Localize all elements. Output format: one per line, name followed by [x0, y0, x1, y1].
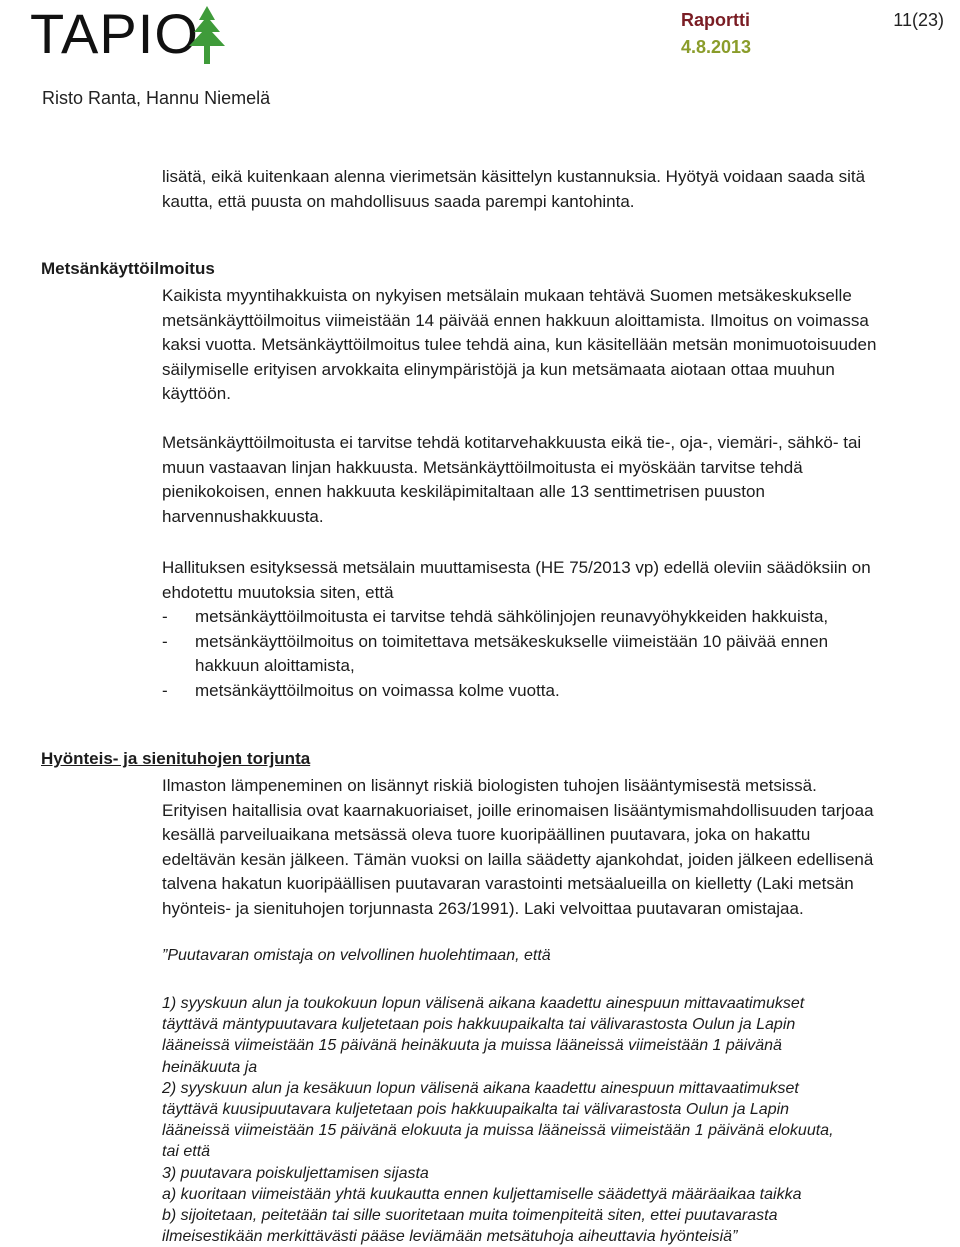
- list-item-text: hakkuun aloittamista,: [195, 656, 355, 675]
- text-line: kaksi vuotta. Metsänkäyttöilmoitus tulee tehdä aina, kun käsitellään metsän monimuotoisuuden: [162, 335, 877, 354]
- list-item-text: metsänkäyttöilmoitus on toimitettava metsäkeskukselle viimeistään 10 päivää ennen: [195, 631, 829, 651]
- list-item: [162, 630, 954, 655]
- section1-paragraph-1: [162, 284, 954, 407]
- text-line: säilymiselle erityisen arvokkaita elinympäristöjä ja kun metsämaata aiotaan ottaa muuhun: [162, 359, 835, 379]
- list-item-text: metsänkäyttöilmoitus on voimassa kolme vuotta.: [195, 680, 560, 700]
- quote-line: 3) puutavara poiskuljettamisen sijasta: [162, 1164, 429, 1182]
- quote-line: b) sijoitetaan, peitetään tai sille suoritetaan muita toimenpiteitä siten, ettei puutavarasta: [162, 1207, 778, 1225]
- quote-line: a) kuoritaan viimeistään yhtä kuukautta ennen kuljettamiselle säädettyä määräaikaa taikka: [162, 1185, 802, 1203]
- quote-line: lääneissä viimeistään 15 päivänä heinäkuuta ja muissa lääneissä viimeistään 1 päivänä: [162, 1037, 782, 1055]
- text-line: edeltävän kesän jälkeen. Tämän vuoksi on lailla säädetty ajankohdat, joiden jälkeen edellisenä: [162, 849, 874, 869]
- list-item-continuation: [162, 654, 954, 679]
- text-line: Metsänkäyttöilmoitusta ei tarvitse tehdä kotitarvehakkuusta eikä tie-, oja-, viemäri-, sähkö- tai: [162, 433, 862, 452]
- section1-paragraph-2: [162, 431, 954, 529]
- section2-paragraph-1: [162, 774, 954, 921]
- quote-intro: ”Puutavaran omistaja on velvollinen huolehtimaan, että: [162, 947, 551, 964]
- text-line: Kaikista myyntihakkuista on nykyisen metsälain mukaan tehtävä Suomen metsäkeskukselle: [162, 286, 852, 305]
- quote-line: tai että: [162, 1143, 211, 1161]
- section1-paragraph-3: [162, 556, 954, 703]
- text-line: harvennushakkuusta.: [162, 506, 324, 526]
- quote-line: 1) syyskuun alun ja toukokuun lopun välisenä aikana kaadettu ainespuun mittavaatimukset: [162, 995, 805, 1012]
- text-line: ehdotettu muutoksia siten, että: [162, 582, 394, 602]
- spruce-tree-icon: [184, 6, 230, 64]
- text-line: Ilmaston lämpeneminen on lisännyt riskiä biologisten tuhojen lisääntymisestä metsissä.: [162, 776, 817, 795]
- text-line: kesällä parveiluaikana metsässä oleva tuore kuoripäällinen puutavara, joka on hakattu: [162, 825, 811, 844]
- page-number: 11(23): [893, 10, 944, 30]
- quote-line: täyttävä kuusipuutavara kuljetetaan pois hakkuupaikalta tai välivarastosta Oulun ja Lapin: [162, 1101, 790, 1119]
- quoted-law-text: [162, 993, 922, 1247]
- report-label: Raportti: [681, 10, 750, 30]
- authors: Risto Ranta, Hannu Niemelä: [42, 88, 271, 108]
- list-dash: -: [162, 607, 168, 626]
- list-dash: -: [162, 680, 168, 700]
- text-line: Hallituksen esityksessä metsälain muuttamisesta (HE 75/2013 vp) edellä oleviin säädöksiin on: [162, 558, 871, 577]
- report-date: 4.8.2013: [681, 37, 752, 57]
- quote-line: täyttävä mäntypuutavara kuljetetaan pois hakkuupaikalta tai välivarastosta Oulun ja Lapin: [162, 1016, 796, 1034]
- text-line: Erityisen haitallisia ovat kaarnakuoriaiset, joille erinomaisen lisääntymismahdollisuuden tarjoaa: [162, 800, 874, 820]
- section-heading-metsankayttoilmoitus: Metsänkäyttöilmoitus: [41, 259, 215, 278]
- intro-paragraph: [162, 165, 954, 214]
- text-line: lisätä, eikä kuitenkaan alenna vierimetsän käsittelyn kustannuksia. Hyötyä voidaan saada sitä: [162, 167, 866, 186]
- list-item: [162, 679, 954, 704]
- text-line: pienikokoisen, ennen hakkuuta keskiläpimitaltaan alle 13 senttimetrisen puuston: [162, 482, 765, 501]
- quote-line: lääneissä viimeistään 15 päivänä elokuuta ja muissa lääneissä viimeistään 1 päivänä elokuuta,: [162, 1122, 834, 1140]
- text-line: hyönteis- ja sienituhojen torjunnasta 263/1991). Laki velvoittaa puutavaran omistajaa.: [162, 898, 804, 918]
- list-dash: -: [162, 631, 168, 651]
- text-line: käyttöön.: [162, 384, 231, 403]
- quote-line: ilmeisestikään merkittävästi pääse leviämään metsätuhoja aiheuttavia hyönteisiä”: [162, 1228, 738, 1246]
- text-line: muun vastaavan linjan hakkuusta. Metsänkäyttöilmoitusta ei myöskään tarvitse tehdä: [162, 457, 803, 477]
- list-item-text: metsänkäyttöilmoitusta ei tarvitse tehdä sähkölinjojen reunavyöhykkeiden hakkuista,: [195, 607, 829, 626]
- quote-line: 2) syyskuun alun ja kesäkuun lopun välisenä aikana kaadettu ainespuun mittavaatimukset: [162, 1079, 799, 1097]
- quote-line: heinäkuuta ja: [162, 1058, 258, 1076]
- text-line: kautta, että puusta on mahdollisuus saada parempi kantohinta.: [162, 191, 635, 211]
- list-item: [162, 605, 954, 630]
- text-line: talvena hakatun kuoripäällisen puutavaran varastointi metsäalueilla on kielletty (Laki metsän: [162, 874, 854, 893]
- text-line: metsänkäyttöilmoitus viimeistään 14 päivää ennen hakkuun aloittamista. Ilmoitus on voimassa: [162, 310, 869, 330]
- section-heading-hyonteis-ja-sienituhojen-torjunta: Hyönteis- ja sienituhojen torjunta: [41, 749, 311, 768]
- logo-wordmark: TAPIO: [30, 2, 199, 65]
